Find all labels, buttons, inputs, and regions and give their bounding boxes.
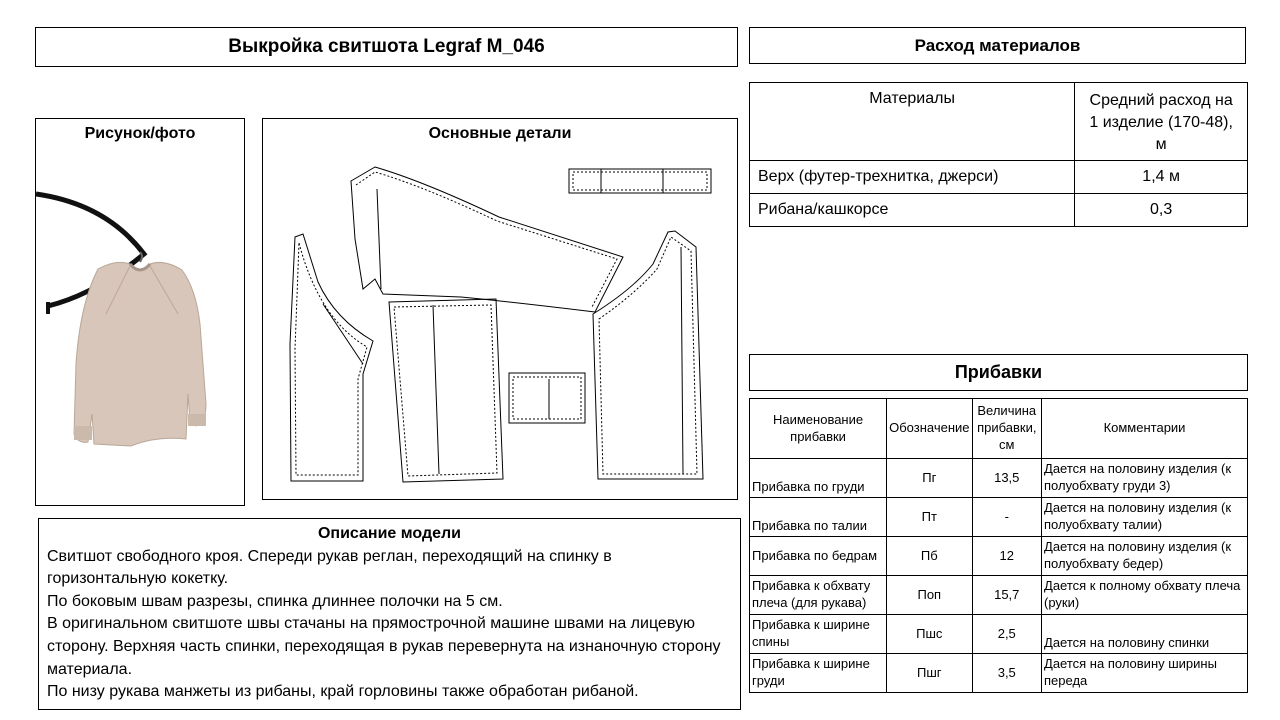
table-row	[750, 615, 1248, 654]
header-comments: Комментарии	[1042, 399, 1248, 459]
materials-table	[749, 82, 1248, 227]
allowance-name: Прибавка к ширине спины	[750, 615, 887, 654]
allowance-name: Прибавка к ширине груди	[750, 654, 887, 693]
table-row	[750, 194, 1248, 227]
materials-header-consumption: Средний расход на 1 изделие (170-48), м	[1075, 83, 1248, 161]
material-name: Рибана/кашкорсе	[750, 194, 1075, 227]
materials-header-name: Материалы	[750, 83, 1075, 161]
allowance-comment: Дается к полному обхвату плеча (руки)	[1042, 576, 1248, 615]
allowance-designation: Поп	[887, 576, 972, 615]
allowance-comment: Дается на половину ширины переда	[1042, 654, 1248, 693]
description-line: В оригинальном свитшоте швы стачаны на прямострочной машине швами на лицевую сторону. Верхняя часть спинки, переходящая в рукав перевернута на изнаночную сторону материала.	[47, 615, 721, 678]
cuff-piece	[509, 373, 585, 423]
sleeve-yoke-piece	[351, 167, 623, 312]
description-line: Свитшот свободного кроя. Спереди рукав реглан, переходящий на спинку в горизонтальную кокетку.	[47, 547, 612, 588]
description-line: По низу рукава манжеты из рибаны, край горловины также обработан рибаной.	[47, 683, 639, 701]
allowance-value: 2,5	[972, 615, 1042, 654]
back-piece	[389, 299, 503, 482]
pattern-pieces-drawing	[263, 119, 737, 499]
allowance-value: 3,5	[972, 654, 1042, 693]
sweatshirt-photo	[36, 164, 244, 504]
material-consumption: 1,4 м	[1075, 161, 1248, 194]
allowance-value: 12	[972, 537, 1042, 576]
details-panel-title: Основные детали	[428, 125, 572, 142]
allowance-designation: Пб	[887, 537, 972, 576]
allowance-designation: Пшс	[887, 615, 972, 654]
allowance-value: -	[972, 498, 1042, 537]
model-description	[38, 518, 741, 710]
photo-panel	[35, 118, 245, 506]
table-row	[750, 498, 1248, 537]
description-line: По боковым швам разрезы, спинка длиннее полочки на 5 см.	[47, 592, 503, 610]
front-right-piece	[593, 231, 703, 479]
table-row	[750, 576, 1248, 615]
description-title: Описание модели	[317, 525, 462, 542]
allowance-comment: Дается на половину изделия (к полуобхвату бедер)	[1042, 537, 1248, 576]
table-row	[750, 161, 1248, 194]
allowance-comment: Дается на половину изделия (к полуобхвату груди 3)	[1042, 459, 1248, 498]
table-row	[750, 537, 1248, 576]
page-title: Выкройка свитшота Legraf M_046	[35, 27, 738, 67]
allowance-name: Прибавка по груди	[750, 459, 887, 498]
allowances-table	[749, 398, 1248, 693]
header-value: Величина прибавки, см	[972, 399, 1042, 459]
allowance-name: Прибавка по бедрам	[750, 537, 887, 576]
allowance-designation: Пшг	[887, 654, 972, 693]
neckband-piece	[569, 169, 711, 193]
allowance-value: 15,7	[972, 576, 1042, 615]
table-row	[750, 654, 1248, 693]
allowance-value: 13,5	[972, 459, 1042, 498]
allowance-designation: Пт	[887, 498, 972, 537]
table-row	[750, 459, 1248, 498]
allowances-title: Прибавки	[749, 354, 1248, 391]
header-allowance-name: Наименование прибавки	[750, 399, 887, 459]
material-consumption: 0,3	[1075, 194, 1248, 227]
photo-panel-title: Рисунок/фото	[84, 125, 196, 142]
allowances-header-row	[750, 399, 1248, 459]
allowance-name: Прибавка к обхвату плеча (для рукава)	[750, 576, 887, 615]
material-name: Верх (футер-трехнитка, джерси)	[750, 161, 1075, 194]
header-designation: Обозначение	[887, 399, 972, 459]
allowance-comment: Дается на половину спинки	[1042, 615, 1248, 654]
allowance-name: Прибавка по талии	[750, 498, 887, 537]
allowance-designation: Пг	[887, 459, 972, 498]
allowance-comment: Дается на половину изделия (к полуобхвату талии)	[1042, 498, 1248, 537]
materials-title: Расход материалов	[749, 27, 1246, 64]
materials-header-row	[750, 83, 1248, 161]
details-panel	[262, 118, 738, 500]
